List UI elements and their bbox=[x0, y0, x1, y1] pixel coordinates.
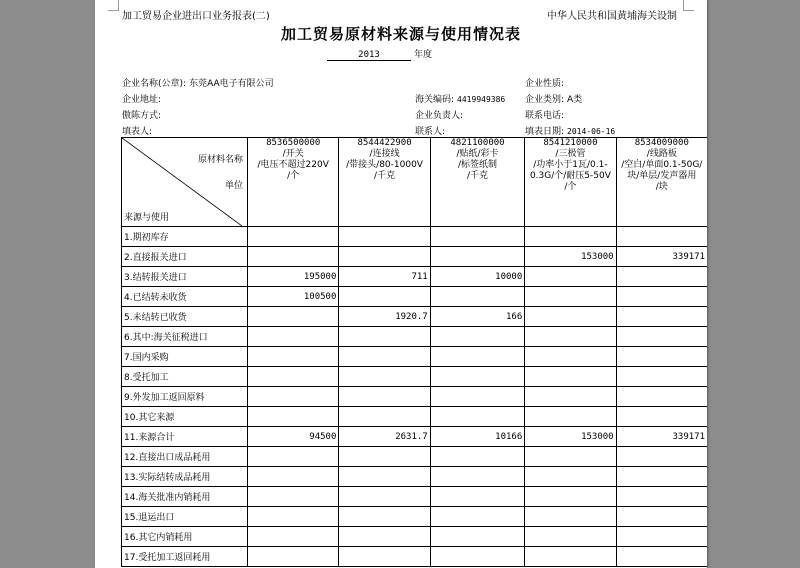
table-cell bbox=[339, 387, 430, 407]
table-row bbox=[122, 507, 708, 527]
table-cell bbox=[339, 347, 430, 367]
company-address-field bbox=[122, 92, 161, 105]
filler-field bbox=[122, 124, 152, 137]
table-cell: 94500 bbox=[248, 427, 339, 447]
table-cell bbox=[339, 487, 430, 507]
table-cell bbox=[525, 547, 616, 567]
company-address-label: 企业地址: bbox=[122, 95, 162, 105]
material-column-header bbox=[339, 138, 430, 227]
material-unit: /个 bbox=[564, 182, 577, 192]
table-cell bbox=[616, 507, 707, 527]
table-cell bbox=[525, 467, 616, 487]
material-unit: /块 bbox=[655, 182, 668, 192]
table-cell bbox=[616, 367, 707, 387]
table-cell bbox=[616, 327, 707, 347]
table-cell: 10000 bbox=[430, 267, 525, 287]
company-name-field bbox=[122, 76, 274, 89]
table-cell bbox=[430, 287, 525, 307]
phone-label: 联系电话: bbox=[525, 111, 565, 121]
material-unit: /千克 bbox=[466, 171, 489, 181]
year-line bbox=[327, 47, 432, 61]
table-cell bbox=[430, 507, 525, 527]
table-cell bbox=[248, 487, 339, 507]
fill-date-label: 填表日期: bbox=[525, 127, 565, 137]
row-label: 7.国内采购 bbox=[122, 347, 248, 367]
table-cell bbox=[248, 307, 339, 327]
table-cell bbox=[430, 487, 525, 507]
row-label: 9.外发加工返回原料 bbox=[122, 387, 248, 407]
material-table bbox=[121, 137, 707, 567]
table-cell bbox=[430, 387, 525, 407]
material-spec: /电压不超过220V bbox=[257, 160, 329, 170]
row-label: 4.已结转未收货 bbox=[122, 287, 248, 307]
material-name: /线路板 bbox=[646, 149, 677, 159]
unit-heading: 单位 bbox=[225, 181, 244, 191]
table-cell bbox=[525, 227, 616, 247]
table-cell bbox=[616, 227, 707, 247]
table-cell bbox=[430, 367, 525, 387]
diagonal-header-cell bbox=[122, 138, 248, 227]
row-label: 11.来源合计 bbox=[122, 427, 248, 447]
table-cell bbox=[525, 447, 616, 467]
material-column-header bbox=[430, 138, 525, 227]
row-label: 6.其中:海关征税进口 bbox=[122, 327, 248, 347]
table-cell bbox=[616, 467, 707, 487]
table-cell: 100500 bbox=[248, 287, 339, 307]
table-cell bbox=[430, 547, 525, 567]
table-cell bbox=[616, 547, 707, 567]
table-row bbox=[122, 287, 708, 307]
fill-date-value: 2014-06-16 bbox=[567, 127, 616, 136]
hs-code: 8544422900 bbox=[357, 138, 412, 148]
material-name: /贴纸/彩卡 bbox=[456, 149, 499, 159]
row-label: 15.退运出口 bbox=[122, 507, 248, 527]
table-cell bbox=[525, 407, 616, 427]
row-label: 1.期初库存 bbox=[122, 227, 248, 247]
table-cell bbox=[525, 507, 616, 527]
table-row bbox=[122, 327, 708, 347]
table-row bbox=[122, 247, 708, 267]
table-cell bbox=[248, 347, 339, 367]
table-cell bbox=[339, 547, 430, 567]
crop-mark-right bbox=[683, 0, 694, 11]
table-cell: 339171 bbox=[616, 427, 707, 447]
table-cell bbox=[339, 507, 430, 527]
material-spec: /空白/单面0.1-50G/块/单层/发声器用 bbox=[621, 160, 703, 181]
table-cell bbox=[248, 547, 339, 567]
table-row bbox=[122, 347, 708, 367]
table-row bbox=[122, 527, 708, 547]
year-value: 2013 bbox=[327, 50, 411, 61]
source-usage-heading: 来源与使用 bbox=[124, 213, 170, 223]
table-cell: 339171 bbox=[616, 247, 707, 267]
material-spec: /带接头/80-1000V bbox=[346, 160, 423, 170]
table-cell bbox=[525, 307, 616, 327]
material-unit: /个 bbox=[287, 171, 300, 181]
table-cell bbox=[525, 527, 616, 547]
table-cell: 153000 bbox=[525, 427, 616, 447]
filler-label: 填表人: bbox=[122, 127, 153, 137]
material-name: /开关 bbox=[282, 149, 304, 159]
table-cell bbox=[525, 487, 616, 507]
customs-code-value: 4419949386 bbox=[457, 95, 506, 104]
hs-code: 8536500000 bbox=[266, 138, 321, 148]
company-name-label: 企业名称(公章): bbox=[122, 79, 187, 89]
row-label: 5.未结转已收货 bbox=[122, 307, 248, 327]
table-header-row bbox=[122, 138, 708, 227]
table-cell bbox=[430, 227, 525, 247]
table-cell: 2631.7 bbox=[339, 427, 430, 447]
table-cell: 195000 bbox=[248, 267, 339, 287]
table-cell bbox=[525, 267, 616, 287]
table-cell bbox=[525, 387, 616, 407]
table-cell bbox=[616, 347, 707, 367]
material-name-heading: 原材料名称 bbox=[198, 155, 244, 165]
table-cell bbox=[248, 507, 339, 527]
table-cell bbox=[339, 247, 430, 267]
table-row bbox=[122, 367, 708, 387]
report-title: 加工贸易原材料来源与使用情况表 bbox=[280, 25, 521, 43]
contact-label: 联系人: bbox=[415, 127, 446, 137]
table-cell bbox=[248, 227, 339, 247]
table-cell bbox=[339, 287, 430, 307]
table-cell bbox=[430, 527, 525, 547]
row-label: 17.受托加工返回耗用 bbox=[122, 547, 248, 567]
table-row bbox=[122, 307, 708, 327]
table-row bbox=[122, 427, 708, 447]
table-cell bbox=[430, 327, 525, 347]
material-name: /连接线 bbox=[369, 149, 400, 159]
row-label: 13.实际结转成品耗用 bbox=[122, 467, 248, 487]
row-label: 2.直接报关进口 bbox=[122, 247, 248, 267]
table-cell: 711 bbox=[339, 267, 430, 287]
report-series-label: 加工贸易企业进出口业务报表(二) bbox=[122, 11, 270, 22]
table-cell bbox=[525, 347, 616, 367]
table-cell: 166 bbox=[430, 307, 525, 327]
year-suffix: 年度 bbox=[414, 50, 433, 60]
table-cell bbox=[616, 527, 707, 547]
company-category-label: 企业类别: bbox=[525, 95, 565, 105]
table-row bbox=[122, 547, 708, 567]
table-row bbox=[122, 407, 708, 427]
table-cell: 10166 bbox=[430, 427, 525, 447]
table-cell: 1920.7 bbox=[339, 307, 430, 327]
table-cell bbox=[525, 287, 616, 307]
table-cell bbox=[339, 327, 430, 347]
table-row bbox=[122, 267, 708, 287]
table-cell bbox=[525, 327, 616, 347]
table-cell bbox=[248, 467, 339, 487]
table-cell bbox=[430, 407, 525, 427]
table-cell bbox=[339, 227, 430, 247]
manager-label: 企业负责人: bbox=[415, 111, 464, 121]
table-cell bbox=[339, 447, 430, 467]
table-cell bbox=[430, 247, 525, 267]
company-name-value: 东莞AA电子有限公司 bbox=[189, 79, 274, 89]
material-spec: /功率小于1瓦/0.1-0.3G/个/耐压5-50V bbox=[529, 160, 611, 181]
customs-code-label: 海关编码: bbox=[415, 95, 455, 105]
customs-code-field bbox=[415, 92, 505, 105]
table-cell bbox=[616, 307, 707, 327]
table-cell bbox=[248, 247, 339, 267]
table-cell bbox=[616, 267, 707, 287]
table-row bbox=[122, 467, 708, 487]
table-cell bbox=[616, 447, 707, 467]
table-cell bbox=[248, 447, 339, 467]
material-spec: /标签纸制 bbox=[457, 160, 498, 170]
table-row bbox=[122, 227, 708, 247]
crop-mark-left bbox=[108, 0, 119, 11]
fax-label: 傲陈方式: bbox=[122, 111, 162, 121]
table-cell bbox=[430, 447, 525, 467]
table-cell bbox=[339, 407, 430, 427]
table-cell bbox=[248, 327, 339, 347]
table-cell bbox=[430, 347, 525, 367]
table-row bbox=[122, 387, 708, 407]
table-cell bbox=[430, 467, 525, 487]
table-cell bbox=[248, 407, 339, 427]
fax-field bbox=[122, 108, 161, 121]
material-column-header bbox=[248, 138, 339, 227]
hs-code: 4821100000 bbox=[450, 138, 505, 148]
table-cell bbox=[339, 527, 430, 547]
hs-code: 8534009000 bbox=[634, 138, 689, 148]
row-label: 12.直接出口成品耗用 bbox=[122, 447, 248, 467]
row-label: 10.其它来源 bbox=[122, 407, 248, 427]
table-cell bbox=[616, 487, 707, 507]
table-cell bbox=[616, 387, 707, 407]
table-row bbox=[122, 487, 708, 507]
company-nature-field bbox=[525, 76, 564, 89]
fill-date-field bbox=[525, 124, 615, 137]
material-column-header bbox=[525, 138, 616, 227]
table-row bbox=[122, 447, 708, 467]
material-unit: /千克 bbox=[374, 171, 396, 181]
table-cell bbox=[525, 367, 616, 387]
table-cell bbox=[248, 527, 339, 547]
row-label: 3.结转报关进口 bbox=[122, 267, 248, 287]
table-cell: 153000 bbox=[525, 247, 616, 267]
material-column-header bbox=[616, 138, 707, 227]
issuer-label: 中华人民共和国黄埔海关设制 bbox=[547, 11, 677, 22]
table-cell bbox=[616, 287, 707, 307]
row-label: 16.其它内销耗用 bbox=[122, 527, 248, 547]
company-nature-label: 企业性质: bbox=[525, 79, 565, 89]
table-cell bbox=[339, 467, 430, 487]
table-cell bbox=[248, 387, 339, 407]
table-cell bbox=[616, 407, 707, 427]
material-name: /三极管 bbox=[555, 149, 586, 159]
report-page bbox=[95, 0, 707, 568]
manager-field bbox=[415, 108, 463, 121]
row-label: 8.受托加工 bbox=[122, 367, 248, 387]
row-label: 14.海关批准内销耗用 bbox=[122, 487, 248, 507]
phone-field bbox=[525, 108, 564, 121]
contact-field bbox=[415, 124, 445, 137]
table-cell bbox=[339, 367, 430, 387]
table-cell bbox=[248, 367, 339, 387]
company-category-field bbox=[525, 92, 582, 105]
company-category-value: A类 bbox=[567, 95, 583, 105]
hs-code: 8541210000 bbox=[543, 138, 598, 148]
